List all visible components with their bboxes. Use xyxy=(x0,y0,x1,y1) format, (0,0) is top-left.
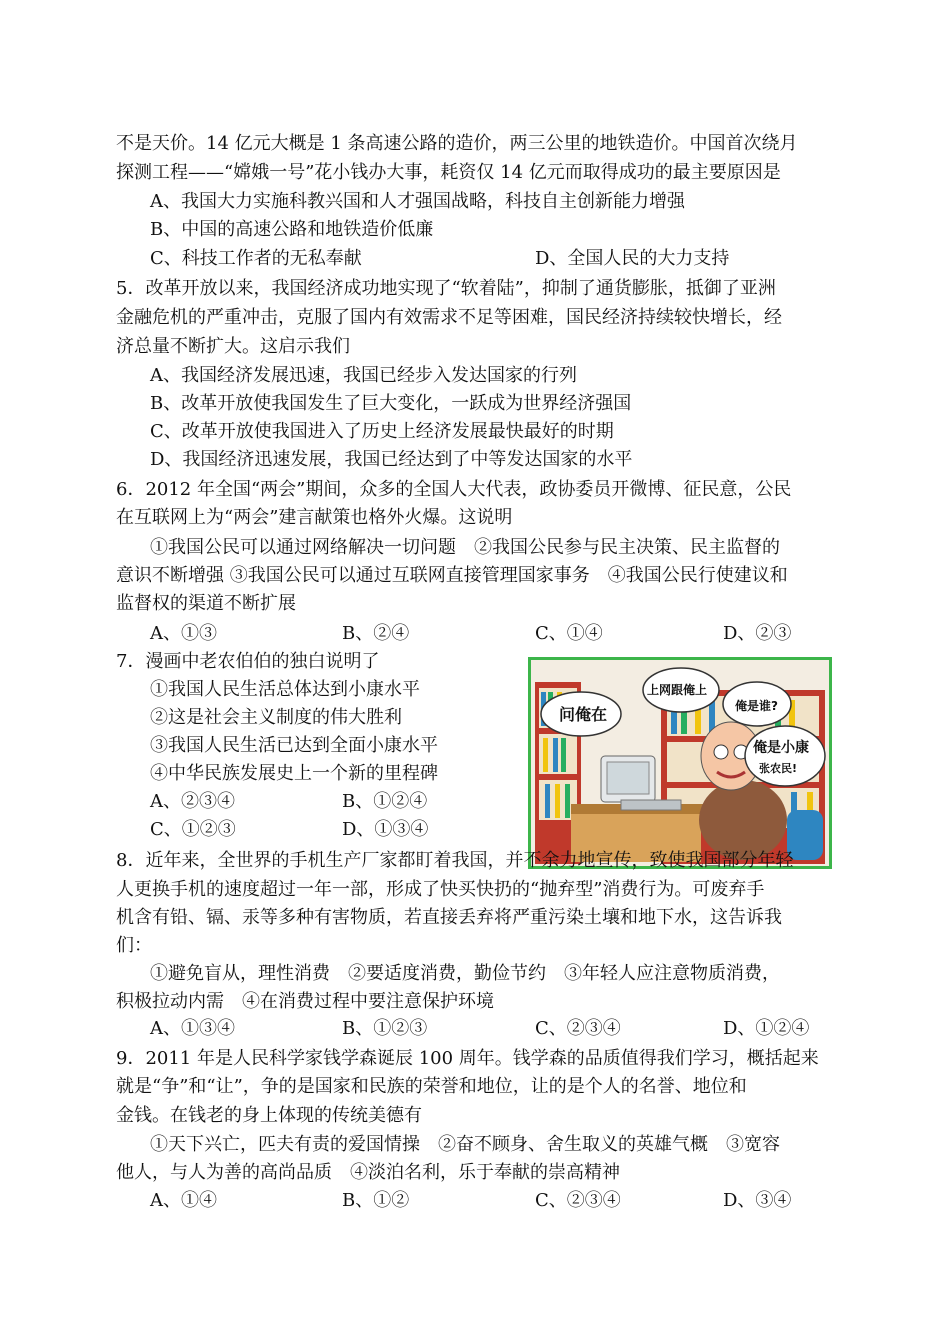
question-6: 6．2012 年全国“两会”期间，众多的全国人大代表，政协委员开微博、征民意，公民 xyxy=(116,479,792,500)
text-line: 积极拉动内需 ④在消费过程中要注意保护环境 xyxy=(116,991,494,1012)
answer-option: A、①③ xyxy=(150,623,217,644)
text-line: ④中华民族发展史上一个新的里程碑 xyxy=(150,763,438,784)
text-line: 金融危机的严重冲击，克服了国内有效需求不足等困难，国民经济持续较快增长，经 xyxy=(116,307,782,328)
text-line: 不是天价。14 亿元大概是 1 条高速公路的造价，两三公里的地铁造价。中国首次绕月 xyxy=(116,133,798,154)
option-line: B、改革开放使我国发生了巨大变化，一跃成为世界经济强国 xyxy=(150,393,632,414)
answer-option: A、②③④ xyxy=(150,791,235,812)
bubble-text: 俺是小康 xyxy=(753,740,809,756)
text-line: 们： xyxy=(116,935,152,956)
bubble-text: 张农民! xyxy=(759,762,798,775)
answer-option: B、①②④ xyxy=(342,791,428,812)
answer-option: C、②③④ xyxy=(535,1018,621,1039)
text-line: ①我国公民可以通过网络解决一切问题 ②我国公民参与民主决策、民主监督的 xyxy=(150,537,780,558)
text-line: ①天下兴亡，匹夫有责的爱国情操 ②奋不顾身、舍生取义的英雄气概 ③宽容 xyxy=(150,1134,780,1155)
answer-option: D、①②④ xyxy=(723,1018,810,1039)
question-7: 7．漫画中老农伯伯的独白说明了 xyxy=(116,651,380,672)
text-line: ③我国人民生活已达到全面小康水平 xyxy=(150,735,438,756)
text-line: 探测工程——“嫦娥一号”花小钱办大事，耗资仅 14 亿元而取得成功的最主要原因是 xyxy=(116,162,781,183)
option-line: A、我国经济发展迅速，我国已经步入发达国家的行列 xyxy=(150,365,577,386)
option-line: B、中国的高速公路和地铁造价低廉 xyxy=(150,219,434,240)
text-line: 济总量不断扩大。这启示我们 xyxy=(116,336,350,357)
text-line: 机含有铅、镉、汞等多种有害物质，若直接丢弃将严重污染土壤和地下水，这告诉我 xyxy=(116,907,782,928)
bubble-text: 上网跟俺上 xyxy=(647,683,708,697)
text-line: ①我国人民生活总体达到小康水平 xyxy=(150,679,420,700)
bubble-text: 问俺在 xyxy=(559,705,608,724)
answer-option: C、②③④ xyxy=(535,1190,621,1211)
answer-option: D、②③ xyxy=(723,623,792,644)
text-line: 就是“争”和“让”，争的是国家和民族的荣誉和地位，让的是个人的名誉、地位和 xyxy=(116,1076,747,1097)
text-line: ②这是社会主义制度的伟大胜利 xyxy=(150,707,402,728)
text-line: 他人，与人为善的高尚品质 ④淡泊名利，乐于奉献的崇高精神 xyxy=(116,1162,620,1183)
text-line: 在互联网上为“两会”建言献策也格外火爆。这说明 xyxy=(116,507,513,528)
answer-option: A、①④ xyxy=(150,1190,217,1211)
text-line: 意识不断增强 ③我国公民可以通过互联网直接管理国家事务 ④我国公民行使建议和 xyxy=(116,565,788,586)
option-line: C、科技工作者的无私奉献 xyxy=(150,248,362,269)
option-line: A、我国大力实施科教兴国和人才强国战略，科技自主创新能力增强 xyxy=(150,191,685,212)
text-line: 金钱。在钱老的身上体现的传统美德有 xyxy=(116,1105,422,1126)
answer-option: C、①②③ xyxy=(150,819,236,840)
answer-option: B、①②③ xyxy=(342,1018,428,1039)
bubble-text: 俺是谁? xyxy=(735,699,778,713)
option-line: D、我国经济迅速发展，我国已经达到了中等发达国家的水平 xyxy=(150,449,633,470)
cartoon-drawing xyxy=(531,660,829,866)
answer-option: D、③④ xyxy=(723,1190,792,1211)
answer-option: B、①② xyxy=(342,1190,410,1211)
option-line: C、改革开放使我国进入了历史上经济发展最快最好的时期 xyxy=(150,421,614,442)
text-line: 监督权的渠道不断扩展 xyxy=(116,593,296,614)
text-line: ①避免盲从，理性消费 ②要适度消费，勤俭节约 ③年轻人应注意物质消费， xyxy=(150,963,780,984)
answer-option: D、①③④ xyxy=(342,819,429,840)
option-line: D、全国人民的大力支持 xyxy=(535,248,730,269)
answer-option: A、①③④ xyxy=(150,1018,235,1039)
question-5: 5．改革开放以来，我国经济成功地实现了“软着陆”，抑制了通货膨胀，抵御了亚洲 xyxy=(116,278,776,299)
cartoon-illustration xyxy=(528,657,832,869)
text-line: 人更换手机的速度超过一年一部，形成了快买快扔的“抛弃型”消费行为。可废弃手 xyxy=(116,879,765,900)
question-9: 9．2011 年是人民科学家钱学森诞辰 100 周年。钱学森的品质值得我们学习，概括起来 xyxy=(116,1048,819,1069)
answer-option: B、②④ xyxy=(342,623,410,644)
answer-option: C、①④ xyxy=(535,623,603,644)
question-8: 8．近年来，全世界的手机生产厂家都盯着我国，并不余力地宣传，致使我国部分年轻 xyxy=(116,850,794,871)
